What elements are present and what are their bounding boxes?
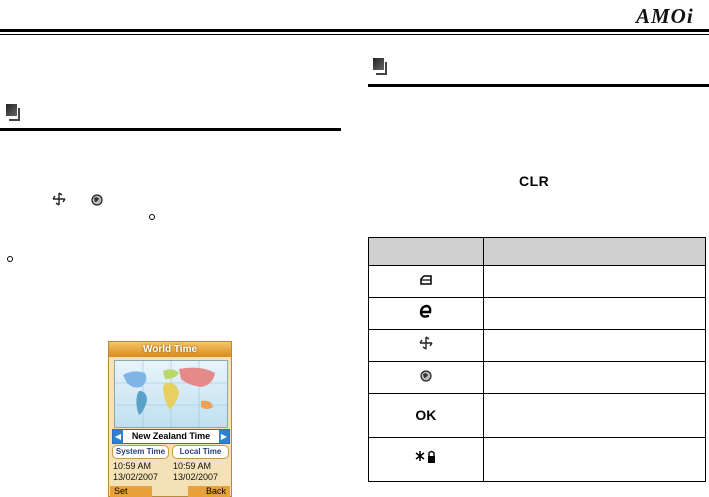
- ok-key: OK: [415, 406, 437, 423]
- header-rule: [0, 29, 709, 32]
- city-selector[interactable]: [112, 429, 230, 444]
- table-row: [369, 330, 706, 362]
- table-cell: [483, 362, 705, 394]
- local-date: 13/02/2007: [173, 472, 219, 482]
- message-icon: [419, 274, 433, 286]
- section-rule: [0, 128, 341, 131]
- table-row: [369, 266, 706, 298]
- brand-logo: AMOi: [636, 4, 694, 28]
- table-cell: [483, 298, 705, 330]
- table-row: [369, 362, 706, 394]
- table-cell: [483, 394, 705, 438]
- table-cell: [483, 266, 705, 298]
- arrow-right-icon[interactable]: ▶: [220, 432, 228, 441]
- section-rule: [368, 84, 709, 87]
- star-lock-icon: [415, 450, 437, 464]
- fan-icon: [52, 192, 66, 206]
- system-date: 13/02/2007: [113, 472, 159, 482]
- bullet-circle: [149, 214, 155, 220]
- phone-title: World Time: [109, 342, 231, 357]
- table-row: [369, 298, 706, 330]
- tab-local-time[interactable]: Local Time: [172, 445, 229, 459]
- system-time: 10:59 AM: [113, 461, 152, 471]
- table-cell: [483, 330, 705, 362]
- softkey-back[interactable]: Back: [188, 486, 230, 497]
- softkey-set[interactable]: Set: [110, 486, 152, 497]
- table-cell: [483, 438, 705, 482]
- world-map: [114, 360, 228, 428]
- tab-system-time[interactable]: System Time: [112, 445, 169, 459]
- arrow-left-icon[interactable]: ◀: [114, 432, 122, 441]
- table-row: [369, 394, 706, 438]
- fan-icon: [419, 336, 433, 350]
- clr-key-label: CLR: [519, 173, 550, 189]
- header-rule-thin: [0, 34, 709, 35]
- table-header-row: [369, 238, 706, 266]
- section-marker-icon: [373, 58, 390, 76]
- browser-e-icon: [419, 303, 433, 319]
- phone-screen: [108, 341, 232, 497]
- globe-icon: [91, 194, 103, 206]
- globe-icon: [420, 370, 432, 382]
- table-row: [369, 438, 706, 482]
- section-marker-icon: [6, 104, 23, 122]
- city-label: New Zealand Time: [131, 431, 211, 441]
- table-header-cell: [483, 238, 705, 266]
- local-time: 10:59 AM: [173, 461, 212, 471]
- table-header-cell: [369, 238, 484, 266]
- key-table: [368, 237, 706, 482]
- bullet-circle: [7, 256, 13, 262]
